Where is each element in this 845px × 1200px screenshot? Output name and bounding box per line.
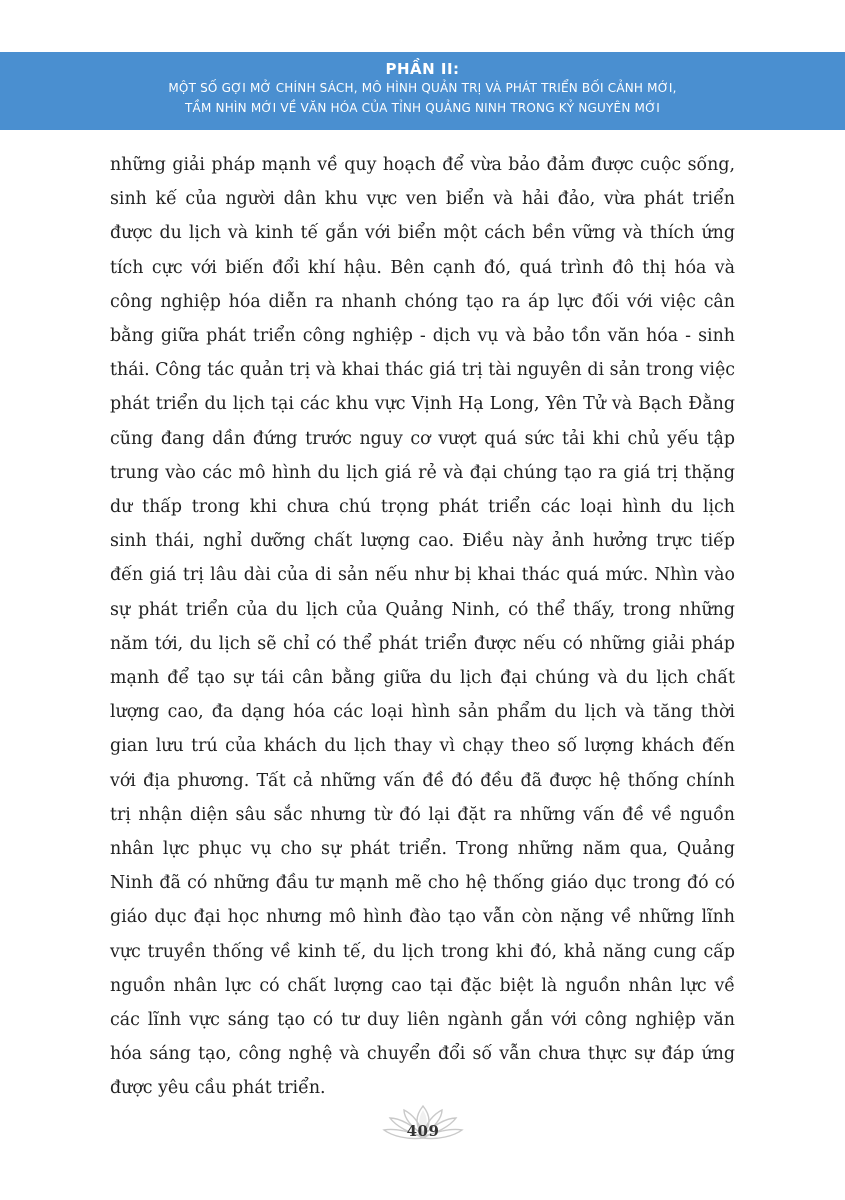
text-line: gian lưu trú của khách du lịch thay vì chạy theo số lượng khách đến: [110, 736, 735, 757]
text-line: trung vào các mô hình du lịch giá rẻ và đại chúng tạo ra giá trị thặng: [110, 462, 735, 483]
text-line: bằng giữa phát triển công nghiệp - dịch vụ và bảo tồn văn hóa - sinh: [110, 326, 735, 347]
section-subtitle-line-2: TẦM NHÌN MỚI VỀ VĂN HÓA CỦA TỈNH QUẢNG NINH TRONG KỶ NGUYÊN MỚI: [185, 101, 660, 115]
text-line: được du lịch và kinh tế gắn với biển một cách bền vững và thích ứng: [110, 223, 735, 244]
text-line: sự phát triển của du lịch của Quảng Ninh, có thể thấy, trong những: [110, 599, 735, 620]
text-line: sinh kế của người dân khu vực ven biển và hải đảo, vừa phát triển: [110, 189, 735, 210]
text-line: năm tới, du lịch sẽ chỉ có thể phát triển được nếu có những giải pháp: [110, 633, 735, 654]
text-line: trị nhận diện sâu sắc nhưng từ đó lại đặt ra những vấn đề về nguồn: [110, 804, 735, 825]
text-line-last: được yêu cầu phát triển.: [110, 1078, 326, 1099]
text-line: Ninh đã có những đầu tư mạnh mẽ cho hệ thống giáo dục trong đó có: [110, 873, 735, 894]
text-line: mạnh để tạo sự tái cân bằng giữa du lịch đại chúng và du lịch chất: [110, 668, 735, 689]
page-number-ornament: [382, 1104, 464, 1150]
text-line: phát triển du lịch tại các khu vực Vịnh Hạ Long, Yên Tử và Bạch Đằng: [110, 394, 735, 415]
text-line: tích cực với biến đổi khí hậu. Bên cạnh đó, quá trình đô thị hóa và: [110, 257, 735, 278]
text-line: lượng cao, đa dạng hóa các loại hình sản phẩm du lịch và tăng thời: [110, 702, 735, 723]
text-line: những giải pháp mạnh về quy hoạch để vừa bảo đảm được cuộc sống,: [110, 155, 735, 175]
text-line: vực truyền thống về kinh tế, du lịch trong khi đó, khả năng cung cấp: [110, 941, 735, 962]
text-line: nhân lực phục vụ cho sự phát triển. Trong những năm qua, Quảng: [110, 839, 735, 860]
text-line: cũng đang dần đứng trước nguy cơ vượt quá sức tải khi chủ yếu tập: [110, 428, 735, 449]
section-subtitle-line-1: MỘT SỐ GỢI MỞ CHÍNH SÁCH, MÔ HÌNH QUẢN TRỊ VÀ PHÁT TRIỂN BỐI CẢNH MỚI,: [168, 81, 677, 95]
text-line: hóa sáng tạo, công nghệ và chuyển đổi số vẫn chưa thực sự đáp ứng: [110, 1044, 735, 1065]
text-line: nguồn nhân lực có chất lượng cao tại đặc biệt là nguồn nhân lực về: [110, 975, 735, 996]
text-line: với địa phương. Tất cả những vấn đề đó đều đã được hệ thống chính: [110, 770, 735, 791]
page-number: 409: [406, 1122, 440, 1140]
section-title: PHẦN II:: [385, 60, 460, 78]
text-line: dư thấp trong khi chưa chú trọng phát triển các loại hình du lịch: [110, 497, 735, 518]
text-line: đến giá trị lâu dài của di sản nếu như bị khai thác quá mức. Nhìn vào: [110, 565, 735, 586]
text-line: công nghiệp hóa diễn ra nhanh chóng tạo ra áp lực đối với việc cân: [110, 291, 735, 312]
text-line: thái. Công tác quản trị và khai thác giá trị tài nguyên di sản trong việc: [110, 360, 735, 381]
section-header-band: [0, 52, 845, 130]
body-paragraph: [110, 148, 735, 1106]
text-line: các lĩnh vực sáng tạo có tư duy liên ngành gắn với công nghiệp văn: [110, 1010, 735, 1031]
text-line: giáo dục đại học nhưng mô hình đào tạo vẫn còn nặng về những lĩnh: [110, 907, 735, 928]
text-line: sinh thái, nghỉ dưỡng chất lượng cao. Điều này ảnh hưởng trực tiếp: [110, 531, 735, 552]
